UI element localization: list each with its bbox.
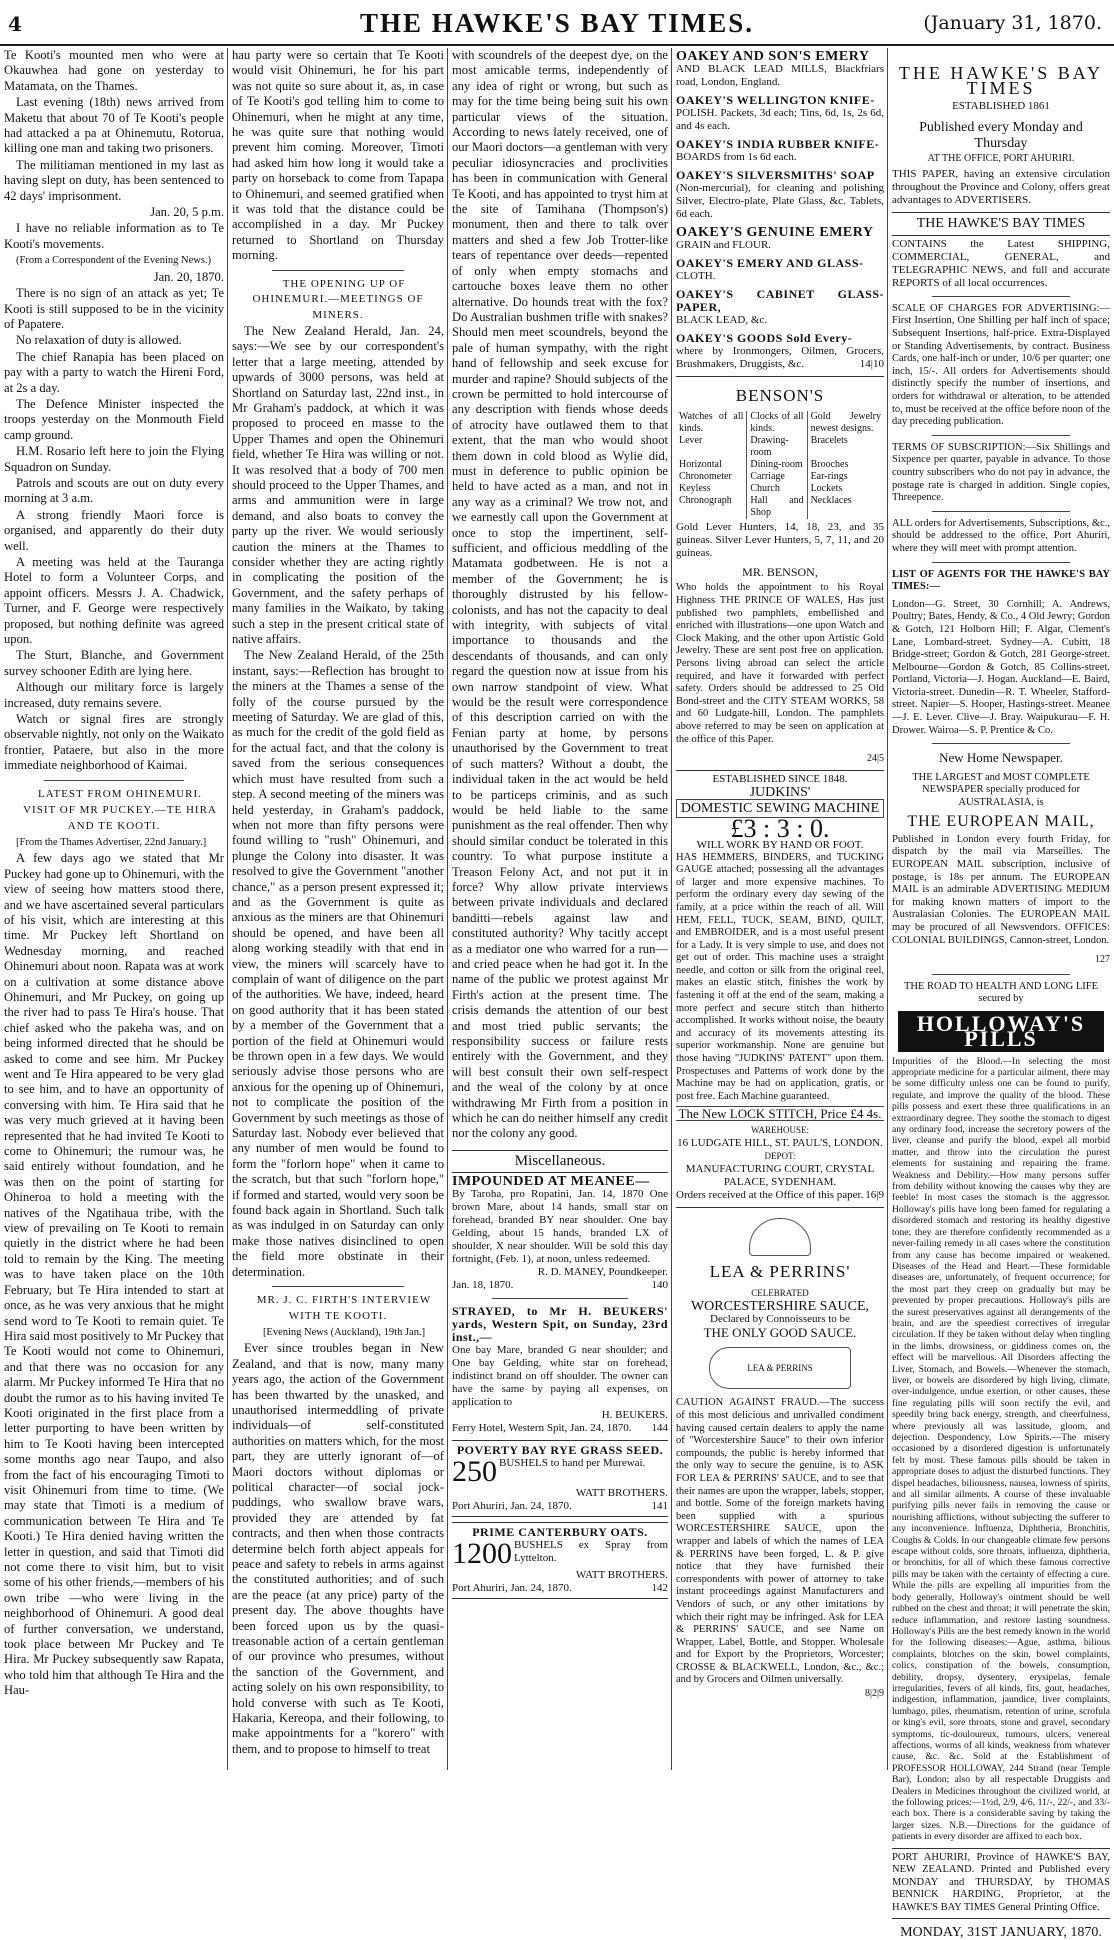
ad-body: Who holds the appointment to his Royal Highness THE PRINCE OF WALES, Has just published two pamphlets, embellished and enriched with illustrations—one upon Watch and Clock Making, and the other upon Artistic Gold Jewelry. These are sent post free on application. Persons living abroad can select the article required, and have it forwarded with perfect safety. Orders should be addressed to 25 Old Bond-street and the CITY STEAM WORKS, 58 and 60 Ludgate-hill, London. The pamphlets above referred to may be seen on application at the office of this Paper. <box>676 582 884 745</box>
paragraph: H.M. Rosario left here to join the Flying Squadron on Sunday. <box>4 444 224 474</box>
strayed-notice <box>452 1305 668 1435</box>
ad-body: BUSHELS to hand per Murewai. <box>499 1457 646 1470</box>
ad-tagline: WILL WORK BY HAND OR FOOT. <box>696 838 864 851</box>
ad-heading: OAKEY'S GOODS Sold Every- <box>676 331 853 345</box>
notice-number: 140 <box>651 1279 668 1292</box>
table-row <box>676 495 884 519</box>
ad-number: 127 <box>1095 954 1110 966</box>
table-header: Gold Jewelry newest designs. <box>807 411 884 435</box>
paragraph: The militiaman mentioned in my last as having slept on duty, has been sentenced to 42 days' imprisonment. <box>4 157 224 203</box>
article-heading: MR. J. C. FIRTH'S INTERVIEW WITH TE KOOTI. <box>256 1294 432 1322</box>
ad-heading: BENSON'S <box>735 386 825 405</box>
divider <box>932 296 1070 297</box>
ad-heading: DOMESTIC SEWING MACHINE <box>676 799 884 818</box>
agents-list: London—G. Street, 30 Cornhill; A. Andrews, Poultry; Bates, Hendy, & Co., 4 Old Jewry; Gordon & Gotch, 121 Holborn Hill; F. Algar, Clement's Lane, Lombard-street. Sydney—A. Cubitt, 18 Bridge-street; Gordon & Gotch, 281 George-street. Melbourne—Gordon & Gotch, 85 Collins-street. Portland, Victoria—J. Hogan. Auckland—E. Baird, Victoria-street. Dunedin—R. T. Wheeler, Stafford-street. Napier—S. Hooper, Hastings-street. Meanee—J. E. Lever. Clive—J. Bray. Waipukurau—F. H. Drower. Wairoa—S. P. Prentice & Co. <box>892 598 1110 736</box>
table-row <box>676 483 884 495</box>
ad-name: MR. BENSON, <box>742 565 818 579</box>
oakey-ad <box>676 288 884 327</box>
page-number: 4 <box>8 12 22 36</box>
table-cell: Ear-rings <box>807 471 884 483</box>
paragraph: The Defence Minister inspected the troops yesterday on the Monmouth Field camp ground. <box>4 396 224 442</box>
ad-tagline: THE ONLY GOOD SAUCE. <box>703 1325 857 1341</box>
imprint: PORT AHURIRI, Province of HAWKE'S BAY, NEW ZEALAND. Printed and Published every MONDAY and THURSDAY, by THOMAS BENNICK HARDING, Proprietor, at the HAWKE'S BAY TIMES General Printing Office. <box>892 1848 1110 1919</box>
ad-number: 8|2|9 <box>864 1688 884 1700</box>
paragraph: Te Kooti's mounted men who were at Okauwhea had gone on yesterday to Matamata, on the Thames. <box>4 48 224 93</box>
ad-body: BOARDS from 1s 6d each. <box>676 151 797 163</box>
paragraph: Watch or signal fires are strongly observable nightly, not only on the Waikato frontier, Pataere, but also in the more immediate neighborhood of Kaimai. <box>4 712 224 773</box>
column-1 <box>4 48 224 1770</box>
office: AT THE OFFICE, PORT AHURIRI. <box>927 153 1075 165</box>
newspaper-title: THE HAWKE'S BAY TIMES. <box>359 8 755 38</box>
table-cell: Chronograph <box>679 495 732 506</box>
european-mail-title: THE EUROPEAN MAIL, <box>907 813 1095 831</box>
paragraph: A meeting was held at the Tauranga Hotel to form a Volunteer Corps, and appoint officers. Messrs J. A. Chadwick, Turner, and F. George were respectively proposed, but nothing definite was agreed upon. <box>4 555 224 647</box>
ad-number: 24|5 <box>866 753 884 765</box>
paragraph: THE LARGEST and MOST COMPLETE NEWSPAPER specially produced for AUSTRALASIA, is <box>912 771 1090 808</box>
paragraph: Ever since troubles began in New Zealand, and that is now, many many years ago, the action of the Government has been thwarted by the unasked, and unauthorised intermeddling of private individuals—of self-constituted authorities on matters which, for the most part, they are utterly ignorant of—of Maori doctors without diplomas or political character—of social jock-puddings, who swallow brave wars, provided they are attended by fat contracts, and then when those contracts determine belch forth abject appeals for peace and safety to rebels in arms against the constituted authorities; and of such are the peace (at any price) party of the present day. The above thoughts have been forced upon us by the quasi-treasonable action of a certain gentleman of our province who presumes, without the sanction of the Government, and acting solely on his own responsibility, to hold converse with such as Te Kooti, Hakaria, Kereopa, and their following, to make appointments for a "korero" with them, and to propose to himself to treat <box>232 1341 444 1756</box>
paragraph: The New Zealand Herald, of the 25th instant, says:—Reflection has brought to the miners at the Thames a sense of the folly of the course pursued by the meeting of Saturday. We are glad of this, as much for the credit of the gold field as for the actual fact, and that the colony is saved from the serious consequences which must have resulted from such a step. A second meeting of the miners was held yesterday, in Graham's paddock, when not more than fifty persons were found willing to "rush" Ohinemuri, and plunge the Colony into disaster. It was resolved to give the Government "another chance," as a person present expressed it; and as the Government is quite as anxious as the miners are that Ohinemuri should be opened, and have been all along working steadily with that end in view, the miners will scarcely have to complain of want of diligence on the part of the authorities. We have, indeed, heard on good authority that it has been stated by a member of the Government that a portion of the field at Ohinemuri would be thrown open in a few days. We would seriously advise those persons who are anxious for the opening up of Ohinemuri, not to complicate the position of the Government by such meetings as those of Saturday last. Nobody ever believed that any number of men would be found to form the "forlorn hope" when it came to the scratch, but that such "forlorn hope," if formed and started, would very soon be found back again in Shortland. Such talk as was indulged in on Saturday can only make those natives disinclined to open the field more obstinate in their determination. <box>232 648 444 1279</box>
table-row <box>676 459 884 471</box>
oakey-ad <box>676 226 884 252</box>
section-heading: New Home Newspaper. <box>939 750 1063 766</box>
impounded-notice <box>452 1175 668 1292</box>
grass-seed-ad <box>452 1440 668 1517</box>
notice-signature: R. D. MANEY, Poundkeeper. <box>537 1266 668 1279</box>
ad-heading: OAKEY'S SILVERSMITHS' SOAP <box>676 168 875 182</box>
divider <box>932 435 1070 436</box>
table-cell: Church <box>747 483 807 495</box>
ad-established: ESTABLISHED SINCE 1848. <box>712 772 848 785</box>
notice-date: Jan. 18, 1870. <box>452 1279 514 1292</box>
table-cell: Drawing-room <box>747 435 807 459</box>
ad-lock-stitch: The New LOCK STITCH, Price £4 4s. <box>676 1106 884 1121</box>
ad-heading: OAKEY AND SON'S EMERY <box>676 49 870 64</box>
oakey-ad <box>676 332 884 371</box>
benson-ad <box>676 376 884 771</box>
divider <box>272 270 404 271</box>
table-cell: Hall and Shop <box>747 495 807 519</box>
oakey-ad <box>676 50 884 89</box>
ad-heading: PRIME CANTERBURY OATS. <box>472 1525 648 1540</box>
ad-body: POLISH. Packets, 3d each; Tins, 6d, 1s, 2s 6d, and 4s each. <box>676 107 884 132</box>
source-note: [Evening News (Auckland), 19th Jan.] <box>262 1326 426 1338</box>
paragraph: There is no sign of an attack as yet; Te Kooti is still supposed to be in the vicinity of Papatere. <box>4 286 224 331</box>
column-rule <box>447 48 448 1770</box>
orders-notice: ALL orders for Advertisements, Subscriptions, &c., should be addressed to the office, Port Ahuriri, where they will meet with prompt attention. <box>892 517 1110 554</box>
ad-number: 142 <box>651 1582 668 1595</box>
ad-address: 16 LUDGATE HILL, ST. PAUL'S, LONDON. <box>677 1137 883 1150</box>
table-cell: Horizontal <box>679 459 722 470</box>
ad-subhead: DEPOT: <box>764 1151 796 1162</box>
scale-of-charges: SCALE OF CHARGES FOR ADVERTISING:— First Insertion, One Shilling per half inch of space; Subsequent Insertions, half-price. Extra-Displayed or Standing Advertisements, by contract. Business Cards, one half-inch or under, 10/6 per quarter; one inch, 15/-. All orders for Advertisements should distinctly specify the number of insertions, and orders for withdrawal or alteration, to be attended to, must be received at the office before noon of the day preceding publication. <box>892 302 1110 428</box>
divider <box>932 974 1070 975</box>
ad-subhead: CELEBRATED <box>751 1288 809 1299</box>
table-cell: Lockets <box>807 483 884 495</box>
ad-heading: POVERTY BAY RYE GRASS SEED. <box>456 1443 664 1458</box>
ad-body: CLOTH. <box>676 270 716 282</box>
table-cell: Carriage <box>747 471 807 483</box>
ad-body: (Non-mercurial), for cleaning and polishing Silver, Electro-plate, Plate Glass, &c. Tablets, 6d each. <box>676 182 884 220</box>
divider <box>492 1298 628 1299</box>
table-cell: Lever <box>679 435 703 446</box>
paragraph: I have no reliable information as to Te Kooti's movements. <box>4 221 224 251</box>
masthead <box>0 0 1114 46</box>
judkins-ad <box>676 773 884 1203</box>
holloway-tagline: THE ROAD TO HEALTH AND LONG LIFE secured by <box>903 980 1099 1005</box>
paragraph: Patrols and scouts are out on duty every morning at 3 a.m. <box>4 475 224 506</box>
ad-signature: WATT BROTHERS. <box>575 1569 668 1582</box>
divider <box>272 1286 404 1287</box>
ad-number: 16|9 <box>865 1189 884 1202</box>
royal-crest-icon <box>749 1218 811 1256</box>
publication-days: Published every Monday and Thursday <box>919 120 1083 151</box>
table-cell: Brooches <box>807 459 884 471</box>
divider <box>932 511 1070 512</box>
ad-price: £3 : 3 : 0. <box>730 813 830 843</box>
ad-date: Port Ahuriri, Jan. 24, 1870. <box>452 1582 572 1595</box>
ad-big-number: 1200 <box>452 1537 512 1571</box>
terms-of-subscription: TERMS OF SUBSCRIPTION:—Six Shillings and Sixpence per quarter, payable in advance. To those country subscribers who do not pay in advance, the postage rate is charged in addition. Single copies, Threepence. <box>892 441 1110 504</box>
notice-body: One bay Mare, branded G near shoulder; and One bay Gelding, white star on forehead, indistinct brand on off shoulder. The owner can have the same by paying all expenses, on application to <box>452 1344 668 1409</box>
ad-heading: LEA & PERRINS' <box>709 1262 851 1282</box>
column-5 <box>892 48 1110 1940</box>
paragraph: The New Zealand Herald, Jan. 24, says:—We see by our correspondent's letter that a large meeting, attended by upwards of 3000 persons, was held at Shortland on Saturday last, 22nd inst., in Mr Graham's paddock, at which it was proposed to proceed en masse to the Upper Thames and open the Ohinemuri field, whether Te Hira was willing or not. It was resolved that a body of 700 men should proceed to the Upper Thames, and arms and ammunition were in large demand, and also boats to convey the party up the river. We would seriously caution the miners at the Thames to consider whether they are acting rightly in complicating the position of the Government, and the safety perhaps of many families in the Waikato, by taking such a step in the present critical state of native affairs. <box>232 323 444 647</box>
ad-body: where by Ironmongers, Oilmen, Grocers, Brushmakers, Druggists, &c. <box>676 345 884 370</box>
table-cell: Chronometer <box>679 471 732 482</box>
paragraph: hau party were so certain that Te Kooti would visit Ohinemuri, he for his part was not quite so sure about it, as, in case of Te Kooti's god telling him to come to Ohinemuri, when he might at any time, he was quite sure that nothing would prevent him coming. Moreover, Timoti had asked him how long it would take a party on horseback to come from Tapapa to Ohinemuri, and seemed gratified when it was told that the distance could be accomplished in a day. Mr Puckey returned to Shortland on Thursday morning. <box>232 48 444 263</box>
ad-body: CAUTION AGAINST FRAUD.—The success of this most delicious and unrivalled condiment having caused certain dealers to apply the name of "Worcestershire Sauce" to their own inferior compounds, the public is hereby informed that the only way to secure the genuine, is to ASK FOR LEA & PERRINS' SAUCE, and to see that their names are upon the wrapper, labels, stopper, and bottle. Some of the foreign markets having been supplied with a spurious WORCESTERSHIRE SAUCE, upon the wrapper and labels of which the names of LEA & PERRINS have been forged, L. & P. give notice that they have furnished their correspondents with power of attorney to take instant proceedings against Manufacturers and Vendors of such, or any other imitations by which their right may be infringed. Ask for LEA & PERRINS' SAUCE, and see Name on Wrapper, Label, Bottle, and Stopper. Wholesale and for Export by the Proprietors, Worcester; CROSSE & BLACKWELL, London, &c., &c.; and by Grocers and Oilmen universally. <box>676 1397 884 1686</box>
column-rule <box>887 48 888 1770</box>
holloway-body: Impurities of the Blood.—In selecting the most appropriate medicine for a particular ailment, there may be some difficulty unless one can be found to purify, regulate, and improve the quality of the blood. These pills possess and exert these three qualifications in an extraordinary degree. They soothe the stomach to digest any ordinary food, increase the secretory powers of the liver, cleanse and purify the blood, expel all morbid matter, and throw into the circulation the purest elements for sustaining and repairing the frame. Weakness and Debility.—How many persons suffer from debility without knowing the causes why they are feeble! In most cases the stomach is the aggressor. Holloway's pills have long been famed for regulating a disordered stomach and restoring its healthy digestive tone; they are therefore confidently recommended as a never-failing remedy in all cases where the constitution from any cause has become impaired or weakened. Diseases of the Head and Heart.—These formidable diseases are, unfortunately, of frequent occurrence; for the most part they creep on gradually but may be prevented by proper precautions. Holloway's pills are the surest preservatives against all derangements of the brain, and are the speediest correctives of irregular circulation. If they be taken without delay when tingling in the limbs, drowsiness, or giddiness comes on, the effect will be marvellous. All Disorders affecting the Liver, Stomach, and Bowels.—Whenever the stomach, liver, or bowels are disordered by high living, climate, over-indulgence, undue exertion, or other causes, these fine regulating pills will soon rectify the evil, and speedily bring back energy, strength, and cheerfulness, where previously all was lassitude, gloom, and dejection. Despondency, Low Spirits.—The misery occasioned by a disordered digestion is unfortunately felt by most. These famous pills should be taken in appropriate doses to adjust the disturbed functions. They dispel headaches, biliousness, nausea, lowness of spirits, and all similar ailments. A course of these invaluable purifying pills never fails in removing the cause or nourishing afflictions, without subjecting the sufferer to any inconvenience. Influenza, Diphtheria, Bronchitis, Coughs & Colds. In our changeable climate few persons escape without colds, sore throats, influenza, diphtheria, or bronchitis, for all of which these famous corrective pills may be taken with the certainty of effecting a cure. While the pills are expelling all impurities from the body generally, Holloway's ointment should be well rubbed on the chest and throat; it will penetrate the skin, reduce inflammation, and restore lasting soundness. Holloway's Pills are the best remedy known in the world for the following diseases:—Ague, asthma, bilious complaints, blotches on the skin, bowel complaints, colics, constipation of the bowels, consumption, debility, dropsy, dysentery, erysipelas, female irregularities, fevers of all kinds, fits, gout, headaches, indigestion, inflammation, jaundice, liver complaints, lumbago, piles, rheumatism, retention of urine, scrofula or king's evil, sore throats, stone and gravel, secondary symptoms, tic-douloureux, tumours, ulcers, venereal affections, worms of all kinds, weakness from whatever cause, &c. &c. Sold at the Establishment of PROFESSOR HOLLOWAY, 244 Strand (near Temple Bar), London; also by all respectable Druggists and Dealers in Medicines throughout the civilized world, at the following prices:—1½d, 2/9, 4/6, 11/-, 22/-, and 33/- each box. There is a considerable saving by taking the larger sizes. N.B.—Directions for the guidance of patients in every disorder are affixed to each box. <box>892 1055 1110 1843</box>
benson-table <box>676 411 884 519</box>
table-header: Watches of all kinds. <box>679 411 744 434</box>
ad-declared: Declared by Connoisseurs to be <box>710 1313 850 1326</box>
section-heading: THE HAWKE'S BAY TIMES <box>892 212 1110 235</box>
paragraph: The Sturt, Blanche, and Government survey schooner Edith are lying here. <box>4 648 224 678</box>
ad-date: Port Ahuriri, Jan. 24, 1870. <box>452 1500 572 1513</box>
table-row <box>676 435 884 459</box>
paragraph: THIS PAPER, having an extensive circulation throughout the Province and Colony, offers great advantages to ADVERTISERS. <box>892 168 1110 207</box>
oakey-ad <box>676 169 884 221</box>
section-heading: Miscellaneous. <box>452 1150 668 1173</box>
paragraph: Published in London every fourth Friday, for dispatch by the mail via Marseilles. The EUROPEAN MAIL subscription, inclusive of postage, is 18s per annum. The EUROPEAN MAIL is an admirable ADVERTISING MEDIUM for making known matters of import to the Australasian Colonies. The EUROPEAN MAIL may be procured of all Newsvendors. OFFICES: COLONIAL BUILDINGS, Cannon-street, London. <box>892 833 1110 946</box>
ad-number: 14|10 <box>859 358 884 370</box>
oakey-ad <box>676 257 884 283</box>
notice-place: Ferry Hotel, Western Spit, Jan. 24, 1870. <box>452 1422 632 1435</box>
column-rule <box>671 48 672 1770</box>
footer-date: MONDAY, 31ST JANUARY, 1870. <box>900 1924 1102 1940</box>
ad-body: BLACK LEAD, &c. <box>676 314 768 326</box>
ad-heading: OAKEY'S GENUINE EMERY <box>676 225 874 240</box>
agents-heading: LIST OF AGENTS FOR THE HAWKE'S BAY TIMES:— <box>892 568 1110 593</box>
article-heading: LATEST FROM OHINEMURI. <box>38 787 202 800</box>
paragraph: with scoundrels of the deepest dye, on the most amicable terms, independently of any idea of right or wrong, but such as may for the time being being suit his own particular views of the situation. According to news lately received, one of our Maori doctors—a gentleman with very peculiar idiosyncracies and proclivities has been in communication with General Te Kooti, and has appointed to tryst him at the site of Tamihana (Thompson's) monument, then and there to talk over matters and shed a few Job Trotter-like tears of repentance over deeds—repented of only when empty stomachs and cartouche boxes leave them no other alternative. Do hounds treat with the fox? Do Australian bushmen trifle with snakes? Should men meet scoundrels, beyond the pale of human sympathy, with the right hand of fellowship and seek excuse for murder and rapine? Should subjects of the crown be permitted to hold intercourse of any description with fiends whose deeds of atrocity have outlawed them to that extent, that the man who would shoot them down in cold blood as Wylie did, must in deference to public opinion be held to have acted as a man, and not in any way as a criminal? We trow not, and we earnestly call upon the Government at once to stop the impertinent, self-sufficient, and officious meddling of the Matamata godbetween. He is not a member of the Government; he is thoroughly distrusted by his fellow-colonists, and has not the capacity to deal with integrity, with subjects of vital importance to thousands and the descendants of thousands, and can only regard the question now at issue from his own narrow standpoint of view. What would be the result were correspondence of this description carried on with the Fenian party at home, by persons unauthorised by the Government to treat of such matters? Without a doubt, the individual taken in the act would be held to be particeps criminis, and as such would be held liable to the same punishment as the real offender. Then why should similar conduct be tolerated in this country. To what purpose institute a Treason Felony Act, and not put it in force? Why allow private interviews between private individuals and declared banditti—rebels against law and constituted authority? Why tacitly accept as a mediator one who warred for a run—and cried peace when he had got it. In the name of the public we protest against Mr Firth's action at the present time. The crisis demands the attention of our best and most tried public servants; the responsibility success or failure rests entirely with the Government, and they will best consult their own self-respect and the weal of the colony by at once withdrawing Mr Firth from a position in which he can do neither himself any credit nor the colony any good. <box>452 48 668 1141</box>
notice-body: By Taroha, pro Ropatini, Jan. 14, 1870 One brown Mare, about 14 hands, small star on forehead, branded BY near shoulder. One bay Gelding, about 15 hands, branded LX of shoulder, X near shoulder. Will be sold this day fortnight, (Feb. 1), at noon, unless redeemed. <box>452 1188 668 1266</box>
paragraph: The chief Ranapia has been placed on pay with a party to watch the Hireni Ford, at 2s a day. <box>4 349 224 395</box>
notice-heading: IMPOUNDED AT MEANEE— <box>452 1174 650 1190</box>
column-rule <box>227 48 228 1770</box>
ad-body: GRAIN and FLOUR. <box>676 239 772 251</box>
table-cell: Dining-room <box>747 459 807 471</box>
ad-product: WORCESTERSHIRE SAUCE, <box>690 1299 870 1315</box>
sauce-bottle-icon: LEA & PERRINS <box>709 1347 851 1389</box>
ad-heading: OAKEY'S WELLINGTON KNIFE- <box>676 93 875 107</box>
paragraph: CONTAINS the Latest SHIPPING, COMMERCIAL, GENERAL, and TELEGRAPHIC NEWS, and full and accurate REPORTS of all local occurrences. <box>892 237 1110 289</box>
oakey-ad <box>676 94 884 133</box>
paragraph: Last evening (18th) news arrived from Maketu that about 70 of Te Kooti's people had attacked a pa at Ohinemutu, Rotorua, killing one man and taking two prisoners. <box>4 95 224 156</box>
holloways-pills-logo: HOLLOWAY'S PILLS <box>898 1011 1104 1052</box>
source-note: (From a Correspondent of the Evening News.) <box>16 255 212 267</box>
source-note: [From the Thames Advertiser, 22nd January.] <box>16 836 207 848</box>
ad-address: MANUFACTURING COURT, CRYSTAL PALACE, SYDENHAM. <box>685 1163 875 1189</box>
ad-prices: Gold Lever Hunters, 14, 18, 23, and 35 guineas. Silver Lever Hunters, 5, 7, 11, and 20 guineas. <box>676 521 884 559</box>
ad-brand: JUDKINS' <box>749 784 811 800</box>
ad-body: BUSHELS ex Spray from Lyttelton. <box>514 1539 668 1565</box>
table-header-row <box>676 411 884 435</box>
table-header: Clocks of all kinds. <box>747 411 807 435</box>
issue-date: (January 31, 1870. <box>923 12 1102 34</box>
lea-perrins-ad <box>676 1207 884 1700</box>
ad-subhead: WAREHOUSE: <box>751 1125 809 1136</box>
oats-ad <box>452 1522 668 1599</box>
oakey-ad <box>676 138 884 164</box>
article-heading: THE OPENING UP OF OHINEMURI.—MEETINGS OF MINERS. <box>252 277 424 321</box>
notice-number: 144 <box>651 1422 668 1435</box>
divider <box>44 780 184 781</box>
ad-heading: OAKEY'S CABINET GLASS-PAPER, <box>676 287 884 314</box>
column-2 <box>232 48 444 1770</box>
table-cell: Bracelets <box>807 435 884 459</box>
paragraph: No relaxation of duty is allowed. <box>16 333 182 348</box>
paragraph: A strong friendly Maori force is organised, and apparently do their duty well. <box>4 507 224 553</box>
table-row <box>676 471 884 483</box>
ad-big-number: 250 <box>452 1455 497 1489</box>
ad-heading: OAKEY'S INDIA RUBBER KNIFE- <box>676 137 880 151</box>
divider <box>932 562 1070 563</box>
ad-number: 141 <box>651 1500 668 1513</box>
established: ESTABLISHED 1861 <box>952 99 1050 112</box>
ad-signature: WATT BROTHERS. <box>575 1487 668 1500</box>
ad-body: HAS HEMMERS, BINDERS, and TUCKING GAUGE attached; possessing all the advantages of larger and more expensive machines. To perform the ordinary every day sewing of the family, at a price within the reach of all. Will HEM, FELL, TUCK, SEAM, BIND, QUILT, and EMBROIDER, and is a most useful present for a Lady. It is very simple to use, and does not get out of order. This machine uses a straight needle, and cotton or silk from the original reel, makes an elastic stitch, finishes the work by fastening it off at the end of the seam, making a more perfect and secure stitch than hitherto accomplished. It works without noise, the beauty and accuracy of its movements attesting its superior workmanship. None are genuine but those having "JUDKINS' PATENT" upon them. Prospectuses and Patterns of work done by the Machine may be had on application, gratis, or post free. Each Machine guaranteed. <box>676 851 884 1102</box>
publisher-arc-title: THE HAWKE'S BAY TIMES <box>898 63 1104 99</box>
table-cell: Keyless <box>679 483 711 494</box>
column-4 <box>676 48 884 1770</box>
notice-signature: H. BEUKERS. <box>601 1409 668 1422</box>
divider <box>932 743 1070 744</box>
paragraph: Although our military force is largely increased, duty remains severe. <box>4 680 224 710</box>
dateline: Jan. 20, 1870. <box>153 269 224 284</box>
column-3 <box>452 48 668 1770</box>
ad-heading: OAKEY'S EMERY AND GLASS- <box>676 256 864 270</box>
dateline: Jan. 20, 5 p.m. <box>150 205 224 220</box>
ad-body: AND BLACK LEAD MILLS, Blackfriars road, London, England. <box>676 63 884 88</box>
ad-note: Orders received at the Office of this paper. <box>676 1189 864 1202</box>
paragraph: A few days ago we stated that Mr Puckey had gone up to Ohinemuri, with the view of seeing how matters stood there, and we have ascertained several particulars of his visit, which are interesting at this time. Mr Puckey left Shortland on Wednesday morning, and reached Ohinemuri about noon. Rapata was at work on a cultivation at some distance above Ohinemuri, and Mr Puckey, on going up the river had to pass Te Hira's house. That chief asked who the pakeha was, and on being informed directed that he should be asked to come and see him. Mr Puckey went and Te Hira appeared to be very glad to see him, and to have an opportunity of conversing with him. Te Hira said that he was very much grieved at it having been represented that he had invited Te Kooti to come to Ohinemuri; the rumour was, he said entirely without foundation, and he was then on the point of starting for Ohineroa to hold a meeting with the natives of the Ngatihaua tribe, with the view of prevailing on Te Kooti to remain quietly in the district where he had been told to remain by the King. The meeting was to have taken place on the 10th February, but Te Hira intended to start at once, as he was very anxious that he might send word to Te Kooti to remain quiet. Te Hira said most positively to Mr Puckey that Te Kooti would not come to Ohinemuri, and that there was no occasion for any alarm. Mr Puckey informed Te Hira that no doubt the rumor as to his having invited Te Kooti originated in the first place from a letter purporting to have been written by him to Te Kooti having been intercepted some months ago near Taupo, and also from the fact of his encouraging Timoti to visit Ohinemuri from time to time. (We may state that Timoti is a medium of communication between Te Hira and Te Kooti.) Te Hira denied having written the letter in question, and said that Timoti did not come there to visit him, but to visit some of his other friends,—members of his own tribe —who were living in the neighborhood of Ohinemuri. A good deal of further conversation, we understand, took place between Mr Puckey and Te Hira. Mr Puckey subsequently saw Rapata, who told him that although Te Hira and the Hau- <box>4 851 225 1698</box>
table-cell: Necklaces <box>807 495 884 519</box>
notice-heading: STRAYED, to Mr H. BEUKERS' yards, Western Spit, on Sunday, 23rd inst.,— <box>452 1304 668 1345</box>
article-subheading: VISIT OF MR PUCKEY.—TE HIRA AND TE KOOTI. <box>23 804 217 832</box>
